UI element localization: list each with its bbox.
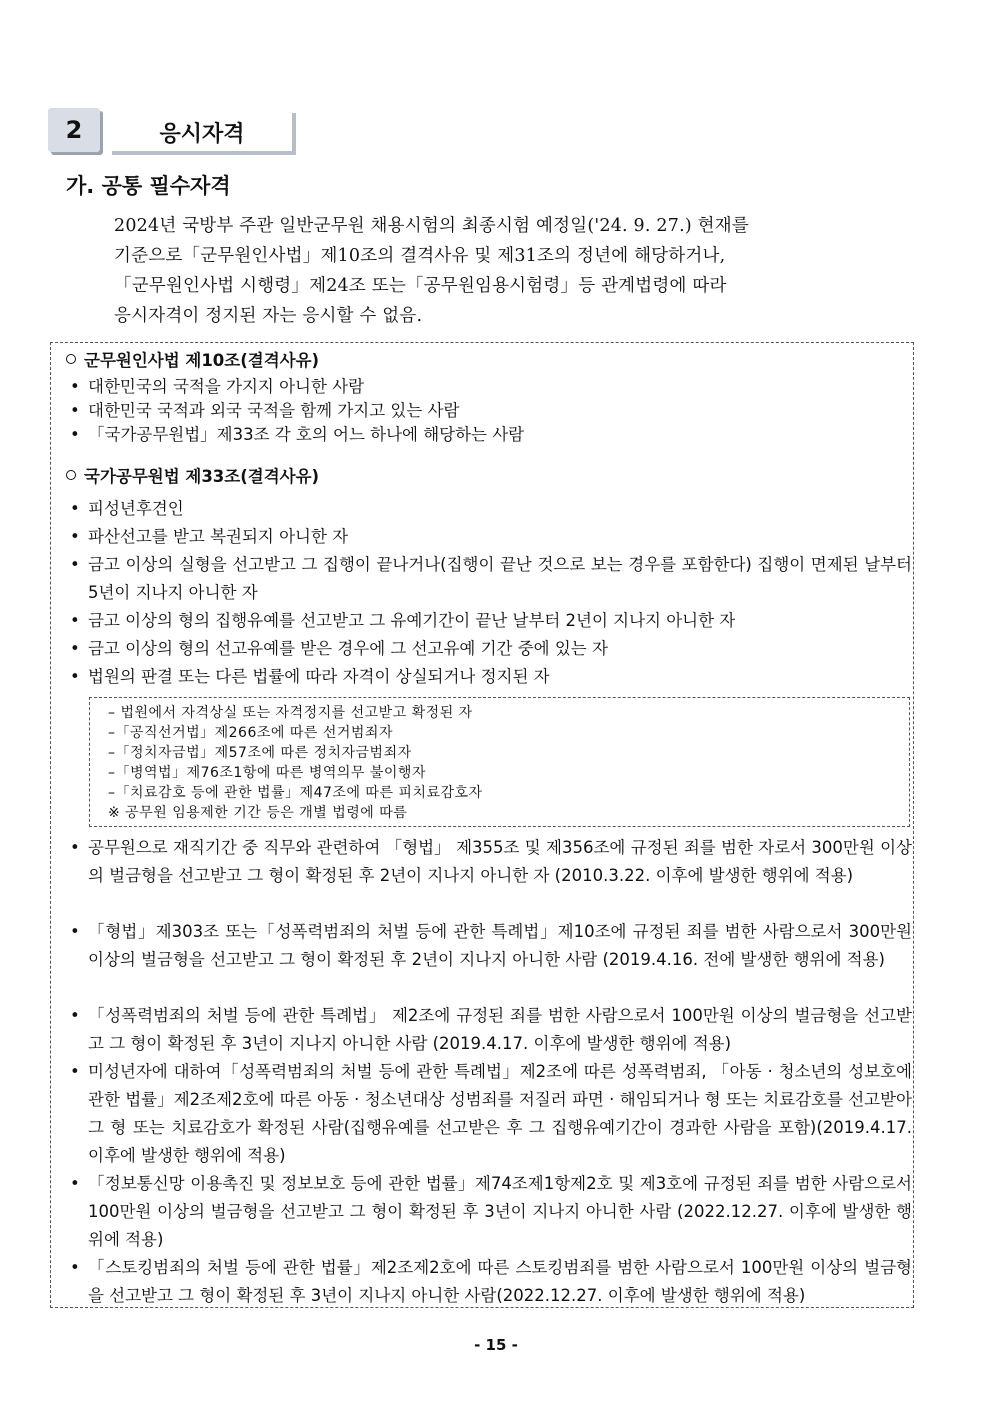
sub-list-note: ※ 공무원 임용제한 기간 등은 개별 법령에 따름 [108,805,408,821]
list-item [70,1254,912,1310]
heading-national-public-servant-act [66,463,319,487]
list-item-text: 금고 이상의 실형을 선고받고 그 집행이 끝나거나(집행이 끝난 것으로 보는 경우를 포함한다) 집행이 면제된 날부터 5년이 지나지 아니한 자 [88,555,912,602]
list-item-text: 「스토킹범죄의 처벌 등에 관한 법률」제2조제2호에 따른 스토킹범죄를 범한 사람으로서 100만원 이상의 벌금형을 선고받고 그 형이 확정된 후 3년이 지나지 아니한 사람(2022.12.27. 이후에 발생한 행위에 적용) [88,1258,912,1305]
list-item-text: 법원의 판결 또는 다른 법률에 따라 자격이 상실되거나 정지된 자 [88,667,550,686]
list-item-text: 대한민국 국적과 외국 국적을 함께 가지고 있는 사람 [88,401,460,420]
section-number: 2 [48,108,100,152]
sub-list-item: –「정치자금법」제57조에 따른 정치자금범죄자 [108,745,412,761]
list-item [70,1002,912,1058]
bullet-icon: • [70,499,80,518]
bullet-icon: • [70,401,80,420]
heading-military-civilian-act [66,347,319,371]
bullet-icon: • [70,1062,80,1081]
list-item-text: 「정보통신망 이용촉진 및 정보보호 등에 관한 법률」제74조제1항제2호 및 제3호에 규정된 죄를 범한 사람으로서 100만원 이상의 벌금형을 선고받고 그 형이 확정된 후 3년이 지나지 아니한 사람 (2022.12.27. 이후에 발생한 행위에 적용) [88,1174,912,1249]
sub-list-item: –「병역법」제76조1항에 따른 병역의무 불이행자 [108,765,426,781]
list-item [70,635,912,663]
bullet-icon: • [70,377,80,396]
bullet-icon: • [70,425,80,444]
bullet-icon: • [70,667,80,686]
bullet-icon: • [70,1006,80,1025]
list-item-text: 대한민국의 국적을 가지지 아니한 사람 [88,377,365,396]
bullet-icon: • [70,527,80,546]
intro-paragraph [114,211,890,331]
list-item-text: 공무원으로 재직기간 중 직무와 관련하여 「형법」 제355조 및 제356조에 규정된 죄를 범한 자로서 300만원 이상의 벌금형을 선고받고 그 형이 확정된 후 2년이 지나지 아니한 자 (2010.3.22. 이후에 발생한 행위에 적용) [88,838,912,885]
list-item [70,1058,912,1170]
list-item-text: 「국가공무원법」제33조 각 호의 어느 하나에 해당하는 사람 [88,425,525,444]
section-title: 응시자격 [112,113,296,155]
circle-bullet-icon [66,354,76,364]
subsection-title: 가. 공통 필수자격 [66,174,231,198]
bullet-icon: • [70,922,80,941]
list-item-text: 「성폭력범죄의 처벌 등에 관한 특례법」 제2조에 규정된 죄를 범한 사람으로서 100만원 이상의 벌금형을 선고받고 그 형이 확정된 후 3년이 지나지 아니한 사람 (2019.4.17. 이후에 발생한 행위에 적용) [88,1006,912,1053]
list-item-text: 금고 이상의 형의 선고유예를 받은 경우에 그 선고유예 기간 중에 있는 자 [88,639,608,658]
sub-list-item: –「공직선거법」제266조에 따른 선거범죄자 [108,725,393,741]
list-item-text: 파산선고를 받고 복권되지 아니한 자 [88,527,349,546]
sub-list-item: –「치료감호 등에 관한 법률」제47조에 따른 피치료감호자 [108,785,483,801]
list-item [70,495,912,523]
sub-list-item: – 법원에서 자격상실 또는 자격정지를 선고받고 확정된 자 [108,705,473,721]
list-item [70,918,912,974]
list-item [70,834,912,890]
bullet-icon: • [70,611,80,630]
intro-line: 기준으로「군무원인사법」제10조의 결격사유 및 제31조의 정년에 해당하거나, [114,246,726,266]
intro-line: 2024년 국방부 주관 일반군무원 채용시험의 최종시험 예정일('24. 9. 27.) 현재를 [114,216,749,236]
list-item-text: 「형법」제303조 또는「성폭력범죄의 처벌 등에 관한 특례법」제10조에 규정된 죄를 범한 사람으로서 300만원 이상의 벌금형을 선고받고 그 형이 확정된 후 2년이 지나지 아니한 사람 (2019.4.16. 전에 발생한 행위에 적용) [88,922,912,969]
heading-text: 군무원인사법 제10조(결격사유) [84,351,320,370]
list-item-text: 피성년후견인 [88,499,184,518]
list-item [70,607,912,635]
list-item [70,1170,912,1254]
bullet-icon: • [70,555,80,574]
bullet-icon: • [70,1258,80,1277]
bullet-icon: • [70,639,80,658]
list-item [70,663,912,691]
bullet-icon: • [70,1174,80,1193]
bullet-icon: • [70,838,80,857]
list-item [70,421,912,449]
intro-line: 「군무원인사법 시행령」제24조 또는「공무원임용시험령」등 관계법령에 따라 [114,276,727,296]
intro-line: 응시자격이 정지된 자는 응시할 수 없음. [114,306,423,326]
list-item-text: 미성년자에 대하여「성폭력범죄의 처벌 등에 관한 특례법」제2조에 따른 성폭력범죄, 「아동 · 청소년의 성보호에 관한 법률」제2조제2호에 따른 아동 · 청소년대상 성범죄를 저질러 파면 · 해임되거나 형 또는 치료감호를 선고받아 그 형 또는 치료감호가 확정된 사람(집행유예를 선고받은 후 그 집행유예기간이 경과한 사람을 포함)(2019.4.17. 이후에 발생한 행위에 적용) [88,1062,912,1165]
list-item [70,551,912,607]
page-number: - 15 - [474,1336,518,1354]
heading-text: 국가공무원법 제33조(결격사유) [84,467,320,486]
list-item [70,523,912,551]
list-item-text: 금고 이상의 형의 집행유예를 선고받고 그 유예기간이 끝난 날부터 2년이 지나지 아니한 자 [88,611,736,630]
circle-bullet-icon [66,470,76,480]
